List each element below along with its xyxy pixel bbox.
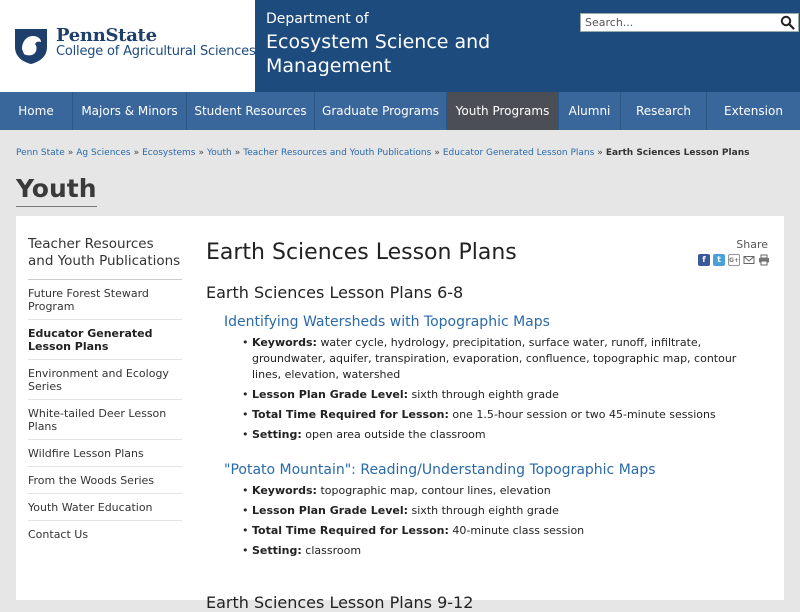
main-nav [0, 92, 800, 130]
search-input[interactable] [581, 14, 777, 31]
lesson-plan [206, 462, 776, 563]
lesson-plan-details [242, 335, 776, 443]
lesson-plan-details [242, 483, 776, 559]
nav-item-student-resources[interactable]: Student Resources [187, 92, 315, 130]
grade-section-heading: Earth Sciences Lesson Plans 6-8 [206, 283, 464, 302]
sidebar-item-youth-water[interactable]: Youth Water Education [28, 494, 182, 521]
breadcrumb-separator: » [198, 148, 204, 158]
breadcrumb-link[interactable]: Ecosystems [142, 148, 196, 158]
share-label: Share [736, 238, 768, 251]
detail-label: Keywords: [252, 336, 317, 349]
breadcrumb-link[interactable]: Ag Sciences [76, 148, 131, 158]
detail-label: Setting: [252, 428, 302, 441]
logo-wordmark: PennState [56, 25, 157, 46]
lesson-plan-link[interactable]: "Potato Mountain": Reading/Understanding Topographic Maps [224, 462, 656, 478]
breadcrumb-separator: » [133, 148, 140, 158]
nav-item-home[interactable]: Home [0, 92, 73, 130]
detail-label: Lesson Plan Grade Level: [252, 388, 409, 401]
breadcrumb-link[interactable]: Penn State [16, 148, 65, 158]
time-value: 40-minute class session [452, 524, 585, 537]
email-icon[interactable] [743, 254, 755, 266]
keywords-value: topographic map, contour lines, elevation [320, 484, 551, 497]
breadcrumb-separator: » [234, 148, 241, 158]
list-item [242, 483, 762, 499]
grade-value: sixth through eighth grade [411, 504, 559, 517]
logo-college-name: College of Agricultural Sciences [56, 44, 256, 59]
detail-label: Total Time Required for Lesson: [252, 408, 449, 421]
list-item [242, 335, 762, 383]
grade-value: sixth through eighth grade [411, 388, 559, 401]
list-item [242, 503, 762, 519]
google-plus-icon[interactable]: G+ [728, 254, 740, 266]
breadcrumb-link[interactable]: Educator Generated Lesson Plans [442, 148, 595, 158]
breadcrumb-current: Earth Sciences Lesson Plans [605, 148, 750, 158]
content-panel [16, 216, 784, 612]
list-item [242, 387, 762, 403]
twitter-icon[interactable]: t [713, 254, 725, 266]
sidebar-item-environment-ecology[interactable]: Environment and Ecology Series [28, 360, 182, 400]
breadcrumb-separator: » [434, 148, 440, 158]
logo-area[interactable] [0, 0, 255, 92]
detail-label: Total Time Required for Lesson: [252, 524, 449, 537]
nav-item-majors-minors[interactable]: Majors & Minors [73, 92, 187, 130]
sidebar-item-wildfire[interactable]: Wildfire Lesson Plans [28, 440, 182, 467]
share-bar [698, 254, 770, 266]
department-label: Department of [266, 11, 369, 27]
sidebar-item-future-forest-steward[interactable]: Future Forest Steward Program [28, 280, 182, 320]
detail-label: Keywords: [252, 484, 317, 497]
detail-label: Setting: [252, 544, 302, 557]
breadcrumb-separator: » [597, 148, 603, 158]
sidebar-item-from-the-woods[interactable]: From the Woods Series [28, 467, 182, 494]
time-value: one 1.5-hour session or two 45-minute sessions [452, 408, 716, 421]
sidebar-item-contact[interactable]: Contact Us [28, 528, 89, 541]
nav-item-youth-programs[interactable]: Youth Programs [447, 92, 559, 130]
breadcrumb [16, 148, 749, 158]
sidebar-item-deer-lesson-plans[interactable]: White-tailed Deer Lesson Plans [28, 400, 182, 440]
site-header [0, 0, 800, 92]
facebook-icon[interactable]: f [698, 254, 710, 266]
list-item [242, 523, 762, 539]
search-box [580, 13, 799, 32]
sidebar [28, 236, 182, 547]
grade-section-heading: Earth Sciences Lesson Plans 9-12 [206, 593, 474, 612]
department-name[interactable]: Ecosystem Science and Management [266, 31, 491, 77]
main-content [206, 216, 776, 612]
sidebar-item-educator-lesson-plans[interactable]: Educator Generated Lesson Plans [28, 320, 182, 360]
detail-label: Lesson Plan Grade Level: [252, 504, 409, 517]
nittany-lion-shield-icon [13, 27, 49, 65]
list-item [242, 543, 762, 559]
nav-item-graduate-programs[interactable]: Graduate Programs [315, 92, 447, 130]
keywords-value: water cycle, hydrology, precipitation, surface water, runoff, infiltrate, groundwater, aquifer, transpiration, evaporation, confluence, topographic map, contour lines, elevation, watershed [252, 336, 737, 381]
nav-item-research[interactable]: Research [621, 92, 707, 130]
lesson-plan [206, 314, 776, 447]
sidebar-heading[interactable]: Teacher Resources and Youth Publications [28, 236, 182, 280]
setting-value: open area outside the classroom [305, 428, 486, 441]
setting-value: classroom [305, 544, 362, 557]
print-icon[interactable] [758, 254, 770, 266]
lesson-plan-link[interactable]: Identifying Watersheds with Topographic Maps [224, 314, 550, 330]
list-item [242, 407, 762, 423]
list-item [242, 427, 762, 443]
section-title: Youth [16, 174, 97, 207]
breadcrumb-link[interactable]: Teacher Resources and Youth Publications [243, 148, 432, 158]
breadcrumb-separator: » [67, 148, 74, 158]
breadcrumb-link[interactable]: Youth [206, 148, 232, 158]
page-title: Earth Sciences Lesson Plans [206, 240, 517, 265]
nav-item-extension[interactable]: Extension [724, 104, 783, 118]
search-icon[interactable] [780, 15, 795, 30]
nav-item-alumni[interactable]: Alumni [559, 92, 621, 130]
